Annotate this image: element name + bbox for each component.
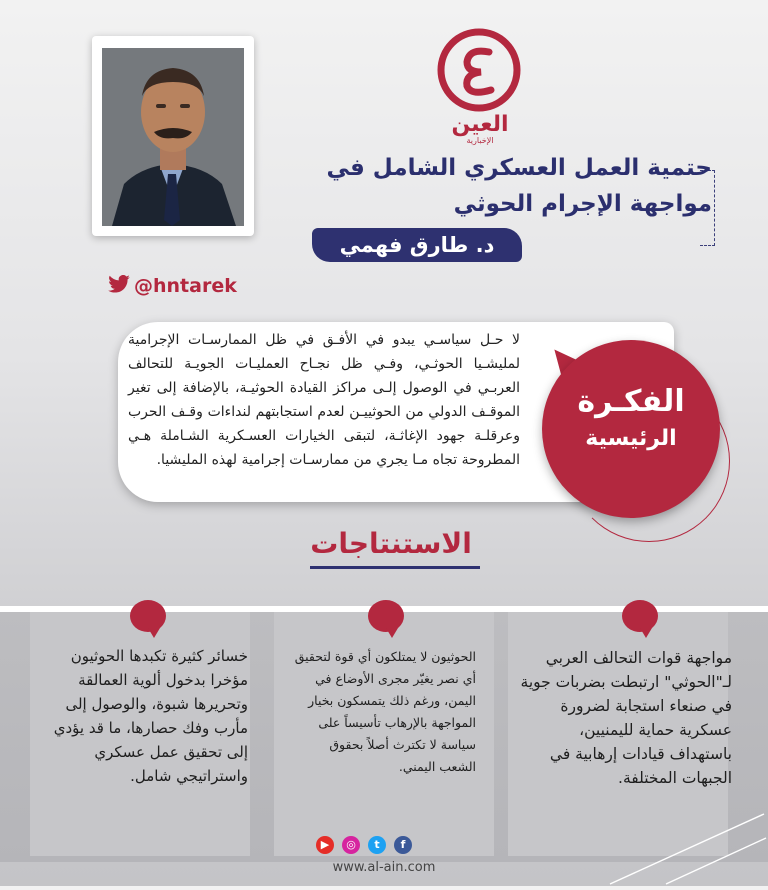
speech-bubble-icon [130, 600, 166, 632]
social-icons [316, 836, 412, 854]
twitter-icon[interactable]: t [368, 836, 386, 854]
key-idea-label-line1: الفكـرة [577, 384, 685, 419]
author-name-badge: د. طارق فهمي [312, 228, 522, 262]
twitter-handle-text: @hntarek [134, 275, 237, 297]
facebook-icon[interactable]: f [394, 836, 412, 854]
twitter-icon [108, 275, 130, 298]
speech-bubble-icon [622, 600, 658, 632]
author-photo [102, 48, 244, 226]
conclusions-heading: الاستنتاجات [310, 527, 472, 560]
brand-logo-icon [437, 28, 521, 112]
conclusion-text-1: مواجهة قوات التحالف العربي لـ"الحوثي" ارتبطت بضربات جوية في صنعاء استجابة لضرورة عسكرية حماية لليمنيين، باستهداف قيادات إرهابية في الجبهات المختلفة. [520, 649, 732, 787]
brand-logo-subtitle: الإخبارية [466, 136, 494, 145]
speech-bubble-icon [368, 600, 404, 632]
brand-logo-text: العين [451, 112, 509, 137]
conclusion-text-2: الحوثيون لا يمتلكون أي قوة لتحقيق أي نصر يغيّر مجرى الأوضاع في اليمن، ورغم ذلك يتمسكون بخيار المواجهة بالإرهاب تأسيساً على سياسة لا تكترث أصلاً بحقوق الشعب اليمني. [294, 649, 476, 774]
key-idea-label-line2: الرئيسية [585, 426, 677, 451]
corner-decoration [606, 812, 768, 890]
conclusion-text-3: خسائر كثيرة تكبدها الحوثيون مؤخرا بدخول ألوية العمالقة وتحريرها شبوة، والوصول إلى مأرب وفك حصارها، ما قد يؤدي إلى تحقيق عمل عسكري واستراتيجي شامل. [53, 647, 248, 785]
key-idea-text: لا حـل سياسـي يبدو في الأفـق في ظل الممارسـات الإجرامية لمليشـيا الحوثـي، وفـي ظل نجـاح العمليـات الجويـة للتحالف العربـي في الوصول إلـى مراكز القيادة الحوثيـة، بالإضافة إلى تغير الموقـف الدولي من الحوثييـن لعدم استجابتهم لنداءات وقـف الحرب وعرقلـة جهود الإغاثـة، لتبقى الخيارات العسـكرية الشـاملة هـي المطروحة تجاه مـا يجري من ممارسـات إجرامية لهذه المليشيا. [128, 332, 520, 468]
article-title: حتمية العمل العسكري الشامل في مواجهة الإجرام الحوثي [326, 155, 712, 217]
instagram-icon[interactable]: ◎ [342, 836, 360, 854]
site-url[interactable]: www.al-ain.com [332, 860, 436, 875]
conclusions-underline [310, 566, 480, 569]
youtube-icon[interactable]: ▶ [316, 836, 334, 854]
twitter-handle[interactable] [108, 274, 237, 298]
